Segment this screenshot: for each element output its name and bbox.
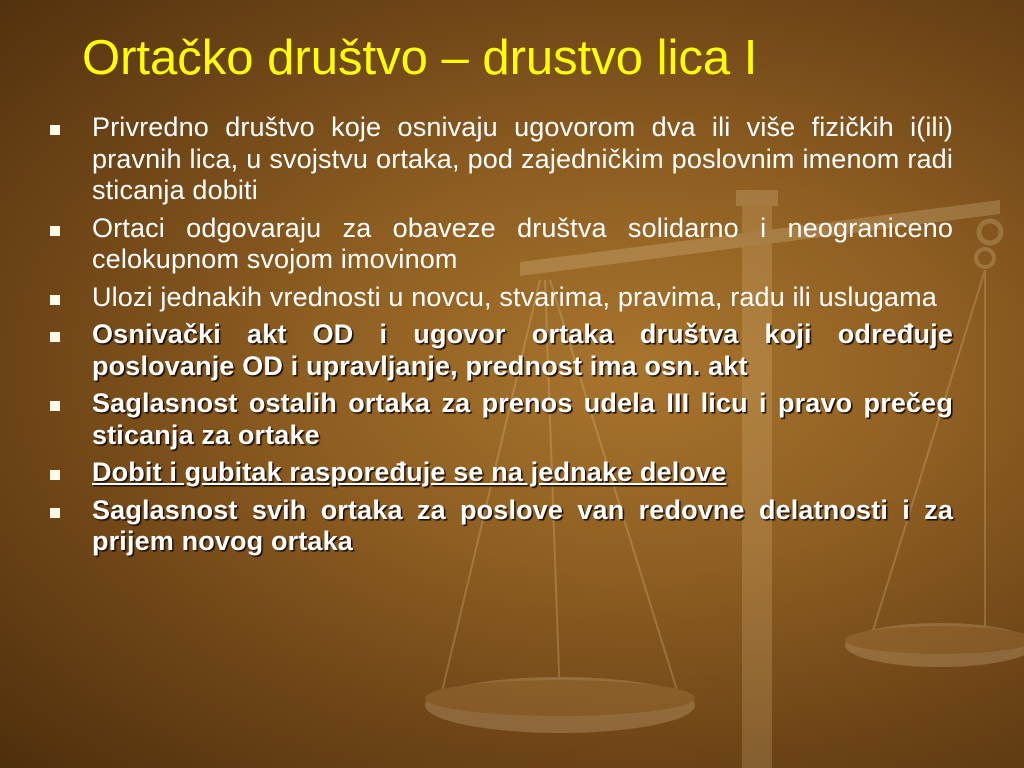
bullet-text: Osnivački akt OD i ugovor ortaka društva koji određuje poslovanje OD i upravljanje, prednost ima osn. akt xyxy=(92,319,953,381)
bullet-text: Saglasnost svih ortaka za poslove van redovne delatnosti i za prijem novog ortaka xyxy=(92,494,953,556)
list-item xyxy=(50,319,953,382)
bullet-text: Ulozi jednakih vrednosti u novcu, stvarima, pravima, radu ili uslugama xyxy=(92,281,937,312)
list-item xyxy=(50,282,953,314)
square-bullet-icon xyxy=(50,125,60,135)
square-bullet-icon xyxy=(50,508,60,518)
square-bullet-icon xyxy=(50,401,60,411)
square-bullet-icon xyxy=(50,470,60,480)
bullet-text: Dobit i gubitak raspoređuje se na jednake delove xyxy=(92,457,727,487)
list-item xyxy=(50,213,953,276)
list-item xyxy=(50,457,953,489)
square-bullet-icon xyxy=(50,332,60,342)
bullet-text: Ortaci odgovaraju za obaveze društva solidarno i neograniceno celokupnom svojom imovinom xyxy=(92,212,953,274)
list-item xyxy=(50,388,953,451)
list-item xyxy=(50,495,953,558)
bullet-list xyxy=(50,112,953,564)
square-bullet-icon xyxy=(50,226,60,236)
square-bullet-icon xyxy=(50,295,60,305)
bullet-text: Saglasnost ostalih ortaka za prenos udela III licu i pravo prečeg sticanja za ortake xyxy=(92,388,953,450)
slide-title: Ortačko društvo – drustvo lica I xyxy=(82,31,758,85)
bullet-text: Privredno društvo koje osnivaju ugovorom dva ili više fizičkih i(ili) pravnih lica, u svojstvu ortaka, pod zajedničkim poslovnim imenom radi sticanja dobiti xyxy=(92,112,953,205)
list-item xyxy=(50,112,953,207)
